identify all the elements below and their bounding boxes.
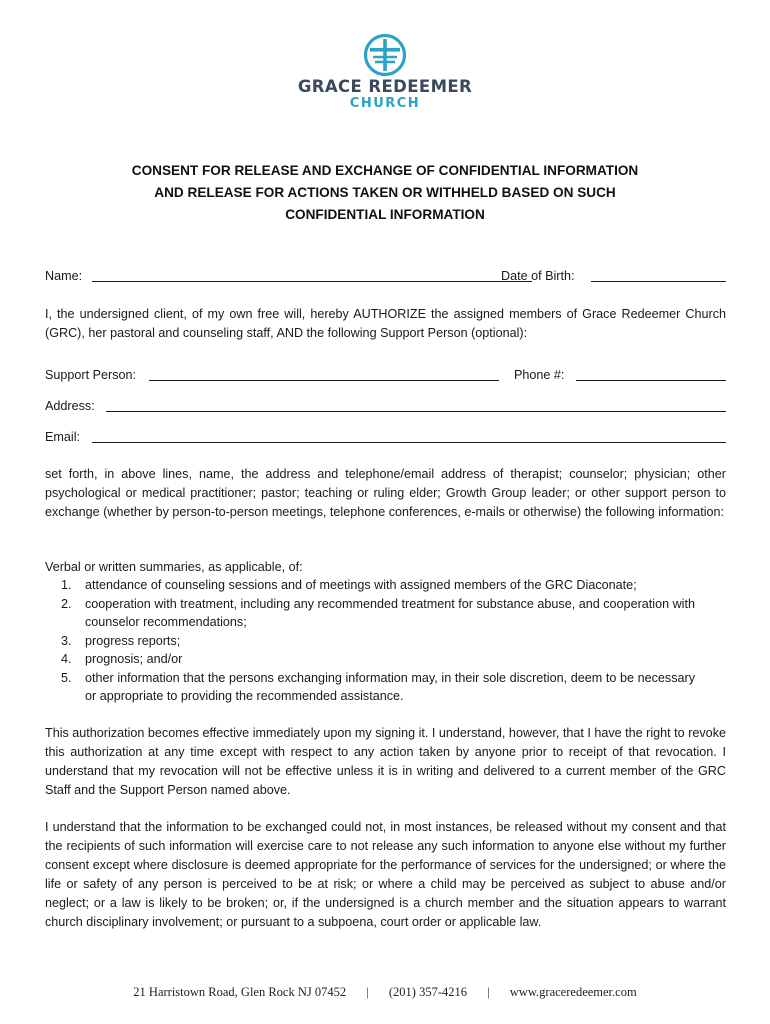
list-text: other information that the persons exchanging information may, in their sole discretion, deem to be necessary or appropriate to providing the recommended assistance. [85,670,695,703]
dob-field[interactable] [591,281,726,282]
list-number: 5. [61,670,72,685]
cross-circle-icon [363,33,407,77]
name-field[interactable] [92,281,532,282]
dob-label: Date of Birth: [501,269,575,283]
logo-text-line2: CHURCH [349,96,421,111]
authorize-paragraph: I, the undersigned client, of my own free will, hereby AUTHORIZE the assigned members of Grace Redeemer Church (GRC), her pastoral and counseling staff, AND the following Support Person (optional): [45,307,726,340]
list-text: progress reports; [85,633,181,648]
list-intro: Verbal or written summaries, as applicable, of: [45,560,303,574]
phone-label: Phone #: [514,368,565,382]
effective-paragraph: This authorization becomes effective immediately upon my signing it. I understand, however, that I have the right to revoke this authorization at any time except with respect to any action taken by anyone prior to receipt of that revocation. I understand that my revocation will not be effective unless it is in writing and delivered to a current member of the GRC Staff and the Support Person named above. [45,726,726,797]
list-number: 1. [61,578,72,592]
list-item [45,669,695,706]
title-line: AND RELEASE FOR ACTIONS TAKEN OR WITHHELD BASED ON SUCH [154,185,616,200]
list-text: prognosis; and/or [85,652,183,666]
phone-field[interactable] [576,380,726,381]
list-text: attendance of counseling sessions and of meetings with assigned members of the GRC Diaconate; [85,578,637,592]
footer-phone: (201) 357-4216 [388,985,468,999]
list-item [45,576,695,595]
footer [0,985,770,1000]
email-label: Email: [45,430,80,444]
list-number: 3. [61,633,72,648]
name-label: Name: [45,269,83,283]
list-item [45,650,695,669]
summary-list [45,576,695,706]
list-number: 4. [61,652,72,666]
list-number: 2. [61,596,72,611]
title-line: CONSENT FOR RELEASE AND EXCHANGE OF CONFIDENTIAL INFORMATION [131,163,639,178]
support-phone-row [45,367,726,383]
setforth-paragraph: set forth, in above lines, name, the address and telephone/email address of therapist; counselor; physician; other psychological or medical practitioner; pastor; teaching or ruling elder; Growth Group leader; or other support person to exchange (whether by person-to-person meetings, telephone conferences, e-mails or otherwise) the following information: [45,467,726,519]
logo-text-line1: GRACE REDEEMER [297,77,473,96]
document-title [60,160,710,226]
name-dob-row [45,268,726,284]
support-person-label: Support Person: [45,368,137,382]
address-row [45,398,726,414]
address-field[interactable] [106,411,726,412]
title-line: CONFIDENTIAL INFORMATION [285,207,485,222]
understand-paragraph: I understand that the information to be exchanged could not, in most instances, be released without my consent and that the recipients of such information will exercise care to not release any such information to anyone else without my further consent except where disclosure is deemed appropriate for the performance of services for the undersigned; or where the life or safety of any person is perceived to be at risk; or where a child may be perceived as subject to abuse and/or neglect; or a law is likely to be broken; or, if the undersigned is a church member and the situation appears to warrant church disciplinary involvement; or pursuant to a subpoena, court order or applicable law. [45,820,726,929]
footer-separator: | [487,985,490,999]
email-row [45,429,726,445]
email-field[interactable] [92,442,726,443]
list-item [45,632,695,651]
footer-address: 21 Harristown Road, Glen Rock NJ 07452 [133,985,347,999]
footer-website[interactable]: www.graceredeemer.com [509,985,637,999]
list-item [45,595,695,632]
address-label: Address: [45,399,95,413]
footer-separator: | [366,985,369,999]
list-text: cooperation with treatment, including any recommended treatment for substance abuse, and cooperation with counselor recommendations; [85,596,695,629]
support-person-field[interactable] [149,380,499,381]
church-logo [0,33,770,112]
